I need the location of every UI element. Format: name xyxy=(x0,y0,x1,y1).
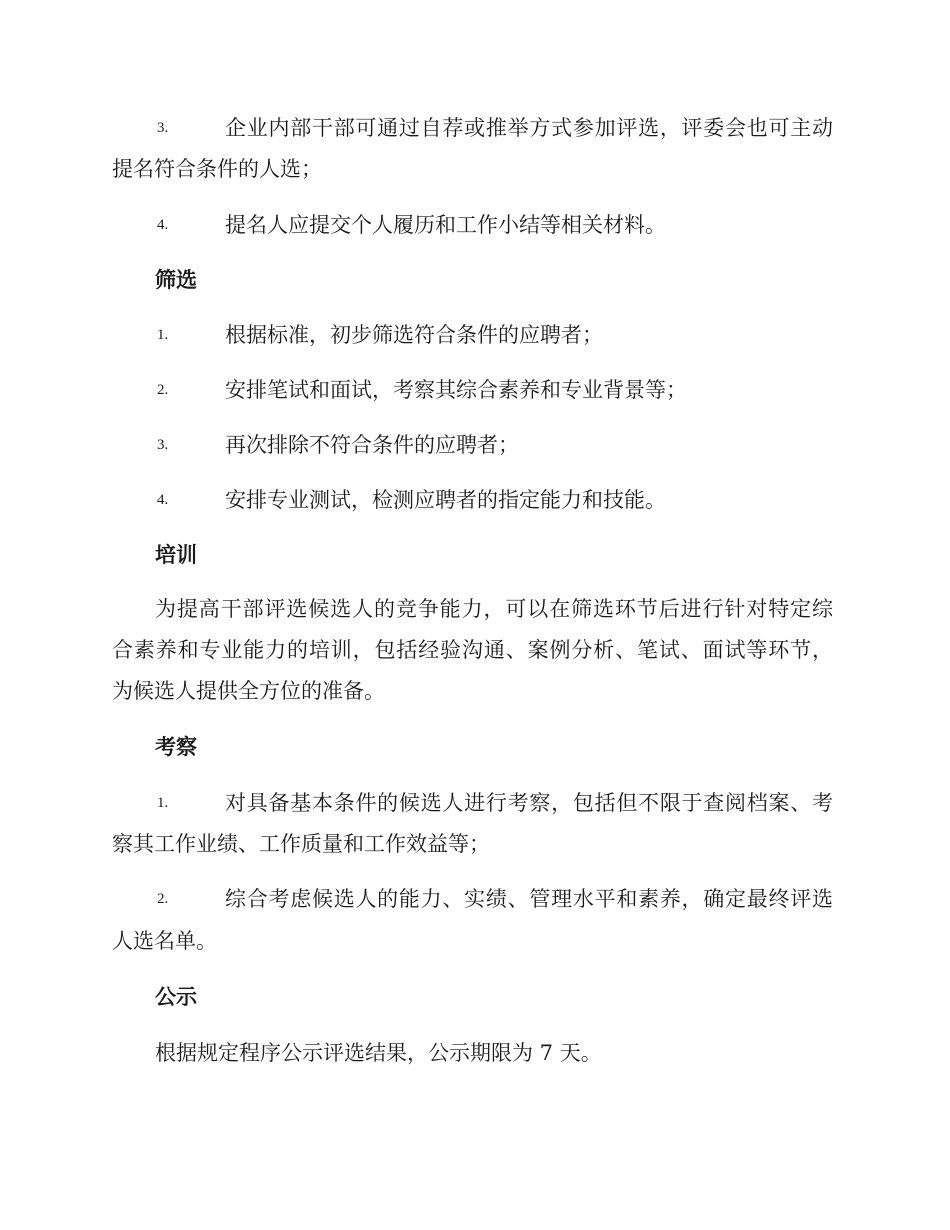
list-item-text-continuation: 察其工作业绩、工作质量和工作效益等； xyxy=(112,832,490,856)
list-item-text: 再次排除不符合条件的应聘者； xyxy=(225,433,519,457)
list-item-text-continuation: 提名符合条件的人选； xyxy=(112,157,322,181)
list-item-text-continuation: 人选名单。 xyxy=(112,929,217,953)
section-heading-inspection: 考察 xyxy=(155,735,197,759)
list-item-text: 提名人应提交个人履历和工作小结等相关材料。 xyxy=(225,213,666,237)
paragraph-line: 根据规定程序公示评选结果，公示期限为 7 天。 xyxy=(155,1041,602,1065)
list-item-text: 企业内部干部可通过自荐或推举方式参加评选，评委会也可主动 xyxy=(225,116,833,140)
list-number: 2. xyxy=(157,891,169,907)
section-heading-training: 培训 xyxy=(155,543,197,567)
paragraph-line: 为提高干部评选候选人的竞争能力，可以在筛选环节后进行针对特定综 xyxy=(155,597,833,621)
section-heading-screening: 筛选 xyxy=(155,268,197,292)
list-item-text: 根据标准，初步筛选符合条件的应聘者； xyxy=(225,323,603,347)
list-number: 1. xyxy=(157,327,169,343)
list-number: 4. xyxy=(157,217,169,233)
paragraph-line: 为候选人提供全方位的准备。 xyxy=(112,679,385,703)
list-item-text: 对具备基本条件的候选人进行考察，包括但不限于查阅档案、考 xyxy=(225,791,833,815)
section-heading-publicity: 公示 xyxy=(155,985,197,1009)
list-item-text: 安排笔试和面试，考察其综合素养和专业背景等； xyxy=(225,378,687,402)
list-number: 3. xyxy=(157,437,169,453)
list-item-text: 综合考虑候选人的能力、实绩、管理水平和素养，确定最终评选 xyxy=(225,887,833,911)
list-item-text: 安排专业测试，检测应聘者的指定能力和技能。 xyxy=(225,488,666,512)
list-number: 2. xyxy=(157,382,169,398)
list-number: 1. xyxy=(157,795,169,811)
paragraph-line: 合素养和专业能力的培训，包括经验沟通、案例分析、笔试、面试等环节， xyxy=(112,638,833,662)
list-number: 4. xyxy=(157,492,169,508)
list-number: 3. xyxy=(157,120,169,136)
